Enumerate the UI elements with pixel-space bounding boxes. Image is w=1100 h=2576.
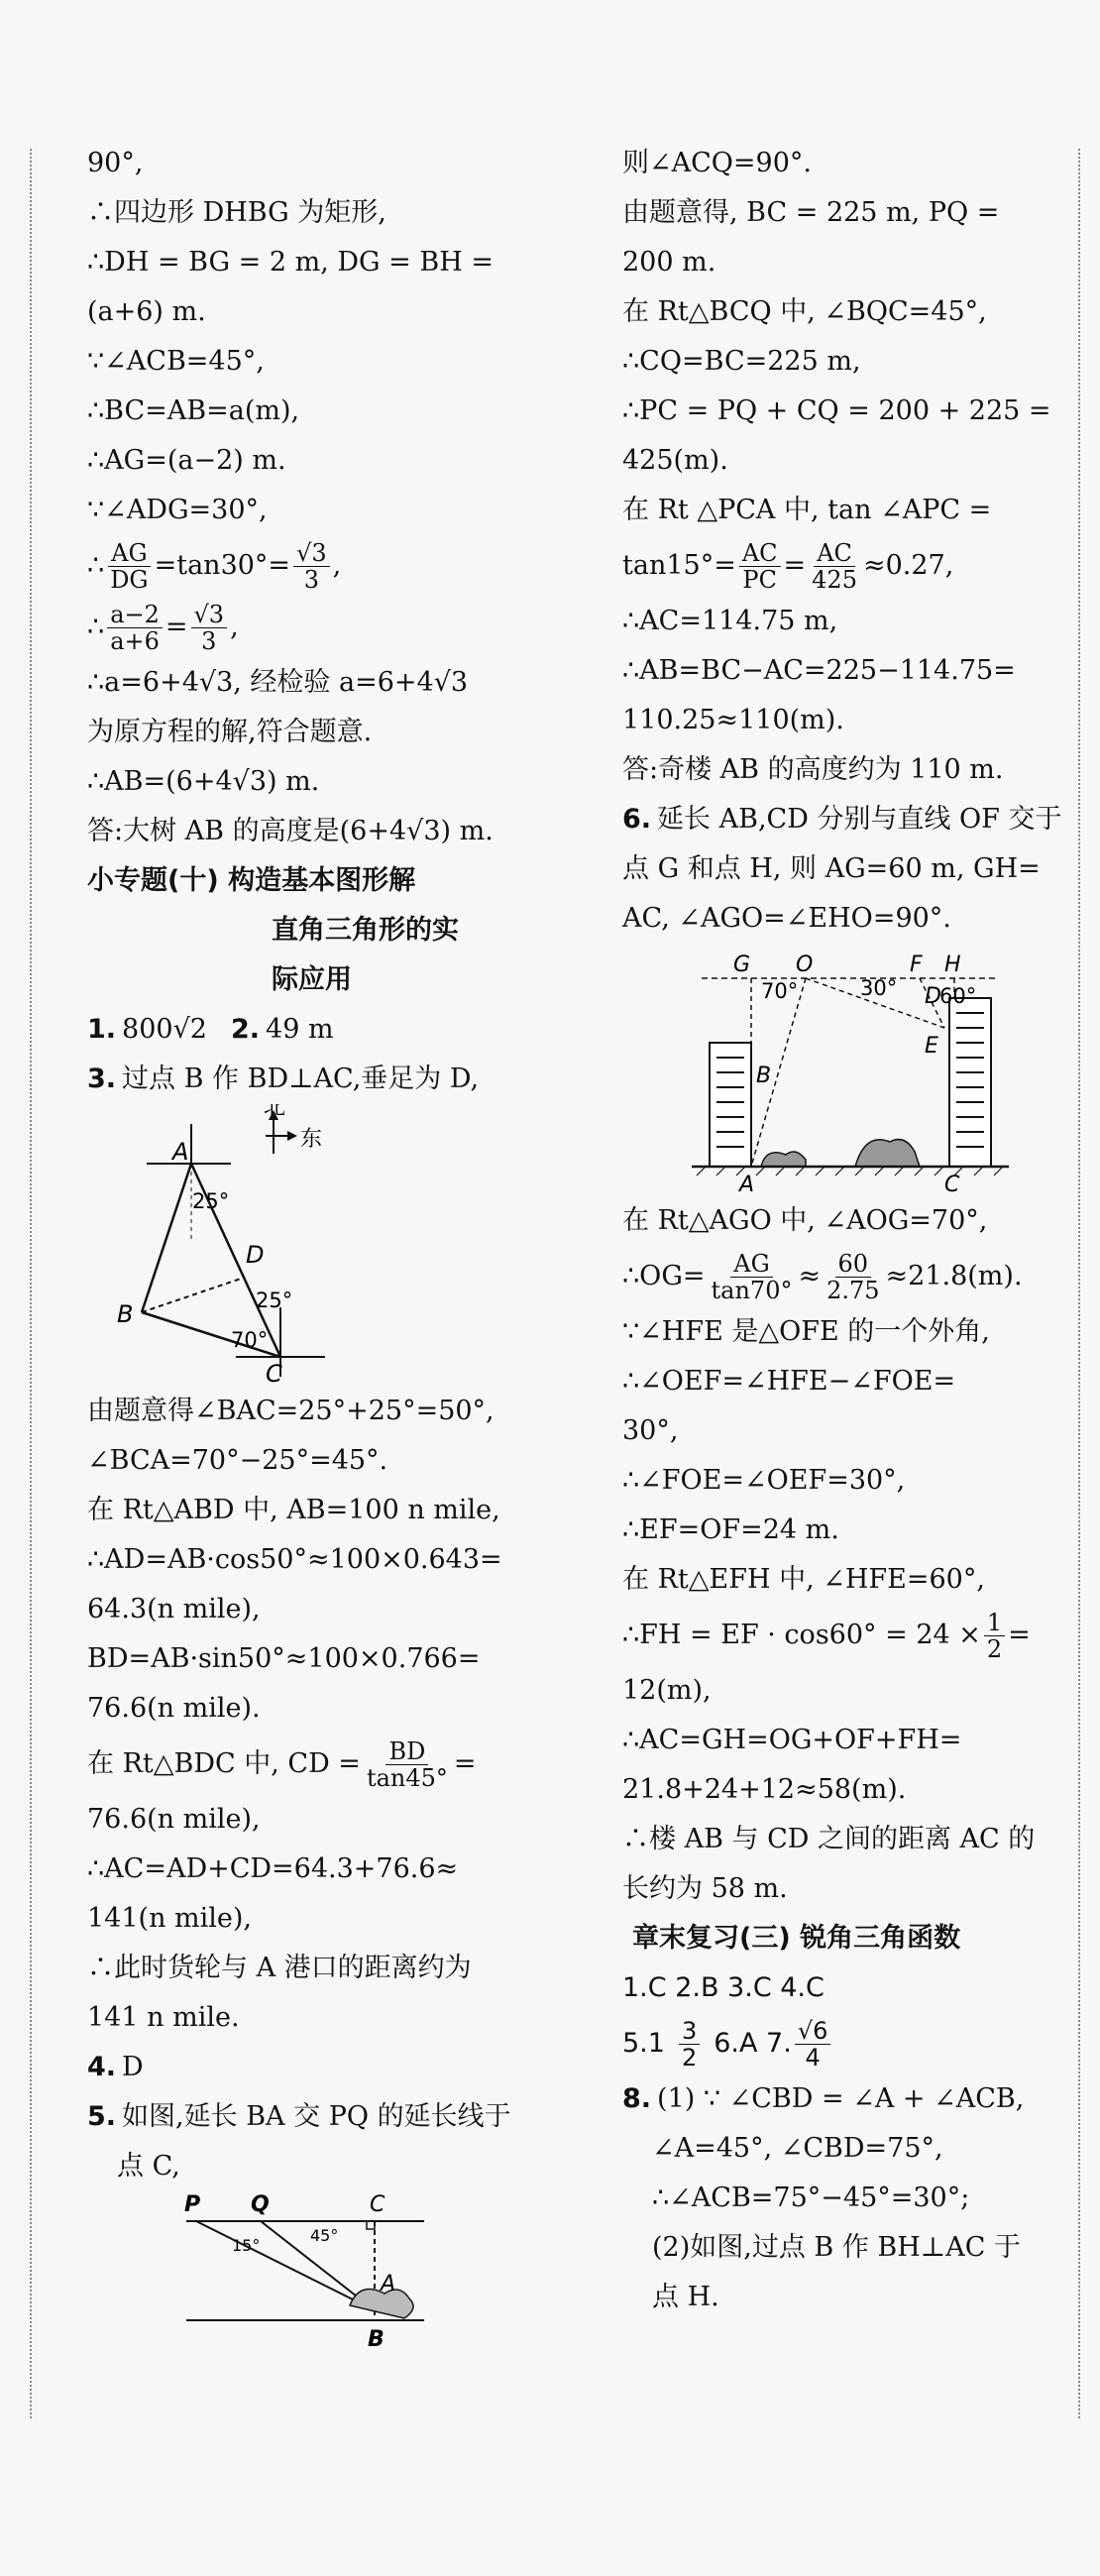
formula-line: ∴OG= $\frac{AG}{\tan 70^\circ}$ ≈ $\frac{60}{2.75}$ ≈21.8(m). [622, 1249, 1023, 1304]
question-line: 3. 过点 B 作 BD⊥AC,垂足为 D, [87, 1064, 480, 1094]
fraction: $\frac{√3}{3}$ [293, 540, 330, 593]
point-label: O [796, 952, 814, 977]
text-line: ∴四边形 DHBG 为矩形, [87, 197, 386, 228]
section-heading: 际应用 [272, 964, 352, 995]
text-line: ∴此时货轮与 A 港口的距离约为 [87, 1953, 472, 1983]
text-line: 30°, [622, 1415, 679, 1446]
text-line: 110.25≈110(m). [622, 705, 844, 735]
text-line: 在 Rt△EFH 中, ∠HFE=60°, [622, 1564, 985, 1595]
question-line: 8. (1) ∵ ∠CBD = ∠A + ∠ACB, [622, 2083, 1025, 2114]
fraction: $\frac{BD}{\tan 45^\circ}$ [366, 1736, 448, 1792]
point-label: E [925, 1034, 938, 1059]
figure-q5 [87, 2191, 538, 2350]
angle-label: 45° [310, 2226, 339, 2245]
figure-q5-svg [87, 2191, 538, 2350]
text-line: 76.6(n mile), [87, 1804, 261, 1835]
point-label: B [368, 2327, 385, 2350]
text-line: 则∠ACQ=90°. [622, 148, 812, 178]
point-label: A [381, 2272, 396, 2296]
point-label: C [370, 2192, 385, 2217]
text-line: ∴CQ=BC=225 m, [622, 346, 861, 377]
right-margin-rule [1078, 149, 1080, 2418]
answer-line: 1. 800√2 2. 49 m [87, 1014, 334, 1045]
text-line: 90°, [87, 148, 144, 178]
right-column [622, 139, 1070, 2322]
point-label: C [944, 1173, 960, 1196]
text-line: ∴AD=AB·cos50°≈100×0.643= [87, 1544, 502, 1575]
text-line: 76.6(n mile). [87, 1693, 261, 1724]
text-line: 答:大树 AB 的高度是(6+4√3) m. [87, 816, 494, 846]
point-label: B [756, 1064, 772, 1088]
text-line: 点 C, [117, 2151, 180, 2182]
text-line: 200 m. [622, 247, 716, 278]
point-label: D [246, 1241, 265, 1269]
text-line: BD=AB·sin50°≈100×0.766= [87, 1643, 481, 1674]
point-label: Q [251, 2192, 270, 2217]
fraction: $\frac{√3}{3}$ [191, 602, 228, 654]
point-label: B [117, 1300, 134, 1328]
text-line: ∠A=45°, ∠CBD=75°, [652, 2133, 943, 2164]
answer-line: 5.1 $\frac{3}{2}$ 6.A 7. $\frac{√6}{4}$ [622, 2013, 1070, 2074]
answer-line: 4. D [87, 2052, 144, 2082]
fraction: $\frac{60}{2.75}$ [826, 1249, 880, 1304]
figure-q3-svg [87, 1104, 538, 1387]
angle-label: 60° [939, 984, 977, 1008]
fraction: $\frac{√6}{4}$ [795, 2018, 831, 2071]
fraction: $\frac{AC}{425}$ [812, 538, 857, 594]
answer-line: 1.C 2.B 3.C 4.C [622, 1972, 825, 2003]
section-heading: 章末复习(三) 锐角三角函数 [632, 1923, 961, 1954]
text-line: 在 Rt △PCA 中, tan ∠APC = [622, 495, 992, 525]
text-line: 为原方程的解,符合题意. [87, 717, 373, 747]
formula-line: ∴ $\frac{AG}{DG}$ =tan30°= $\frac{√3}{3}$ , [87, 538, 342, 594]
section-heading: 小专题(十) 构造基本图形解 [87, 865, 416, 896]
text-line: 由题意得∠BAC=25°+25°=50°, [87, 1396, 495, 1426]
text-line: ∴∠ACB=75°−45°=30°; [652, 2183, 970, 2213]
text-line: ∴PC = PQ + CQ = 200 + 225 = [622, 395, 1051, 426]
text-line: 由题意得, BC = 225 m, PQ = [622, 197, 1000, 228]
formula-line: tan15°= $\frac{AC}{PC}$ = $\frac{AC}{425}$ ≈0.27, [622, 538, 954, 594]
text-line: 长约为 58 m. [622, 1873, 788, 1904]
section-heading: 直角三角形的实 [272, 915, 459, 946]
text-line: ∴AC=AD+CD=64.3+76.6≈ [87, 1853, 459, 1884]
formula-line: 在 Rt△BDC 中, CD = $\frac{BD}{\tan 45^\circ}$ = [87, 1736, 477, 1792]
text-line: ∴∠FOE=∠OEF=30°, [622, 1465, 906, 1496]
angle-label: 25° [256, 1288, 293, 1312]
question-line: 6. 延长 AB,CD 分别与直线 OF 交于 [622, 804, 1062, 835]
text-line: ∴AC=GH=OG+OF+FH= [622, 1725, 962, 1755]
text-line: ∴a=6+4√3, 经检验 a=6+4√3 [87, 667, 469, 698]
angle-label: 70° [231, 1328, 269, 1352]
point-label: D [925, 984, 941, 1009]
formula-line: ∴FH = EF · cos60° = 24 × $\frac{1}{2}$ = [622, 1608, 1031, 1663]
text-line: 141(n mile), [87, 1903, 253, 1934]
text-line: 21.8+24+12≈58(m). [622, 1774, 907, 1805]
north-label: 北 [264, 1104, 286, 1120]
text-line: 12(m), [622, 1675, 712, 1706]
text-line: 64.3(n mile), [87, 1594, 261, 1624]
text-line: 在 Rt△BCQ 中, ∠BQC=45°, [622, 296, 987, 327]
text-line: 点 H. [652, 2282, 719, 2312]
text-line: ∴DH = BG = 2 m, DG = BH = [87, 247, 494, 278]
figure-q6-svg [622, 944, 1070, 1196]
text-line: 答:奇楼 AB 的高度约为 110 m. [622, 754, 1004, 785]
text-line: AC, ∠AGO=∠EHO=90°. [622, 903, 951, 934]
angle-label: 70° [761, 979, 799, 1003]
point-label: P [184, 2192, 201, 2217]
fraction: $\frac{AC}{PC}$ [739, 540, 781, 593]
text-line: ∵∠HFE 是△OFE 的一个外角, [622, 1316, 990, 1347]
left-column [87, 139, 538, 2350]
point-label: F [910, 952, 923, 977]
text-line: ∴楼 AB 与 CD 之间的距离 AC 的 [622, 1824, 1036, 1854]
fraction: $\frac{AG}{DG}$ [107, 540, 151, 593]
text-line: (a+6) m. [87, 296, 206, 327]
fraction: $\frac{3}{2}$ [679, 2018, 700, 2071]
question-line: 5. 如图,延长 BA 交 PQ 的延长线于 [87, 2101, 511, 2132]
text-line: (2)如图,过点 B 作 BH⊥AC 于 [652, 2232, 1021, 2263]
angle-label: 30° [860, 976, 898, 1000]
left-margin-rule [30, 149, 32, 2418]
angle-label: 25° [192, 1189, 230, 1213]
text-line: ∴AB=(6+4√3) m. [87, 766, 320, 797]
text-line: ∴EF=OF=24 m. [622, 1514, 839, 1545]
text-line: ∴AC=114.75 m, [622, 606, 838, 636]
text-line: ∵∠ADG=30°, [87, 495, 268, 525]
point-label: G [733, 952, 751, 977]
text-line: ∴AB=BC−AC=225−114.75= [622, 655, 1016, 686]
text-line: ∴∠OEF=∠HFE−∠FOE= [622, 1366, 956, 1397]
text-line: 141 n mile. [87, 2002, 240, 2033]
text-line: ∴AG=(a−2) m. [87, 445, 286, 476]
formula-line: ∴ $\frac{a-2}{a+6}$ = $\frac{√3}{3}$ , [87, 600, 239, 655]
text-line: 在 Rt△ABD 中, AB=100 n mile, [87, 1495, 500, 1525]
east-label: 东 [300, 1127, 323, 1152]
text-line: 在 Rt△AGO 中, ∠AOG=70°, [622, 1205, 988, 1236]
text-line: 425(m). [622, 445, 728, 476]
figure-q3 [87, 1104, 538, 1387]
text-line: ∠BCA=70°−25°=45°. [87, 1445, 388, 1476]
point-label: C [266, 1360, 282, 1387]
figure-q6 [622, 944, 1070, 1196]
point-label: A [739, 1173, 755, 1196]
text-line: ∵∠ACB=45°, [87, 346, 265, 377]
text-line: 点 G 和点 H, 则 AG=60 m, GH= [622, 853, 1041, 884]
point-label: A [172, 1138, 189, 1166]
fraction: $\frac{AG}{\tan 70^\circ}$ [711, 1249, 793, 1304]
angle-label: 15° [232, 2236, 261, 2255]
fraction: $\frac{a-2}{a+6}$ [107, 602, 163, 654]
text-line: ∴BC=AB=a(m), [87, 395, 300, 426]
point-label: H [944, 952, 961, 977]
fraction: $\frac{1}{2}$ [984, 1610, 1005, 1662]
